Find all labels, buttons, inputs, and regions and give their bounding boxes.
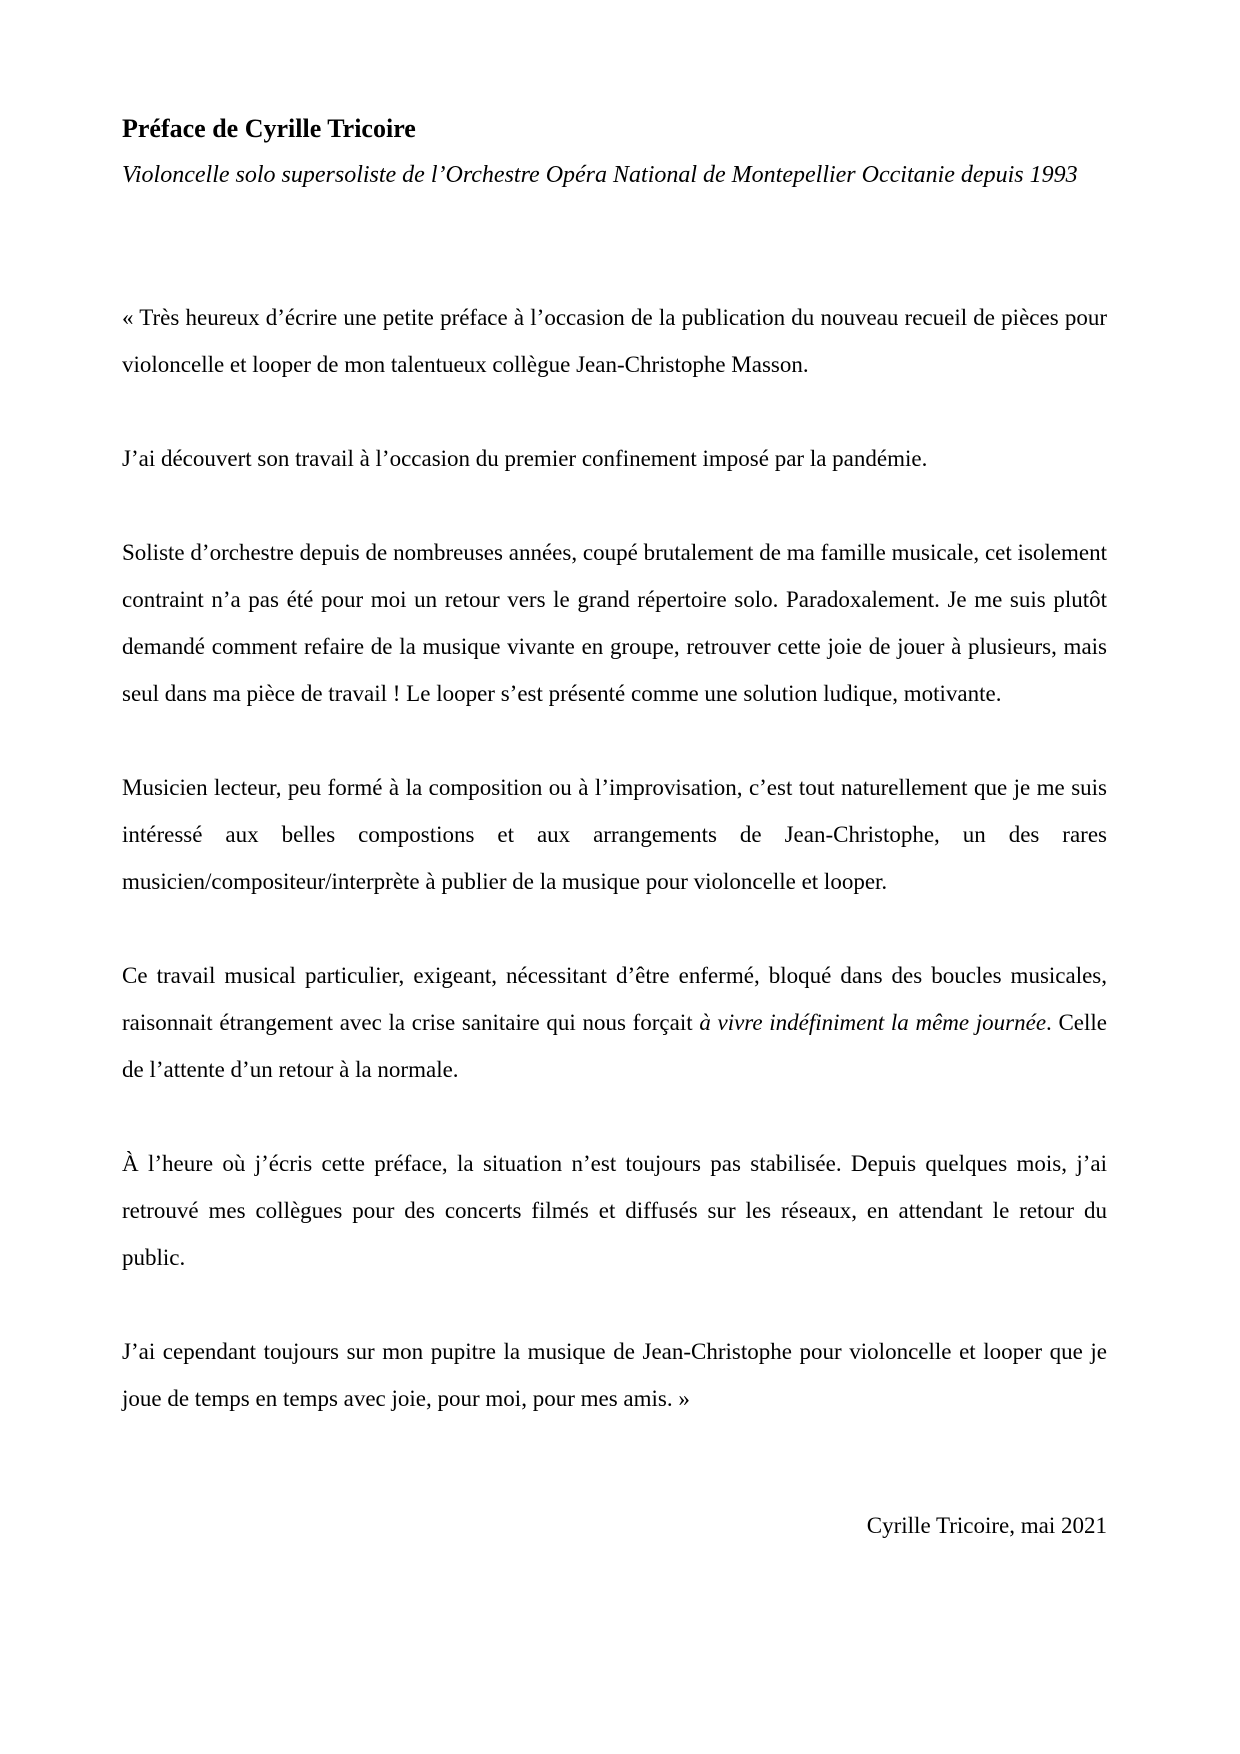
paragraph-5-italic-phrase: à vivre indéfiniment la même journée	[699, 1010, 1047, 1035]
paragraph-5	[122, 952, 1107, 1093]
page-subtitle: Violoncelle solo supersoliste de l’Orchestre Opéra National de Montepellier Occitanie depuis 1993	[122, 162, 1078, 188]
paragraph-6: À l’heure où j’écris cette préface, la situation n’est toujours pas stabilisée. Depuis quelques mois, j’ai retrouvé mes collègues pour des concerts filmés et diffusés sur les réseaux, en attendant le retour du public.	[122, 1151, 1107, 1270]
document-content	[122, 105, 1107, 1549]
paragraph-2: J’ai découvert son travail à l’occasion du premier confinement imposé par la pandémie.	[122, 446, 928, 471]
page-title: Préface de Cyrille Tricoire	[122, 114, 416, 143]
paragraph-4: Musicien lecteur, peu formé à la composition ou à l’improvisation, c’est tout naturellement que je me suis intéressé aux belles compostions et aux arrangements de Jean-Christophe, un des rares musicien/compositeur/interprète à publier de la musique pour violoncelle et looper.	[122, 775, 1107, 894]
paragraph-7: J’ai cependant toujours sur mon pupitre la musique de Jean-Christophe pour violoncelle et looper que je joue de temps en temps avec joie, pour moi, pour mes amis. »	[122, 1339, 1107, 1411]
paragraph-3: Soliste d’orchestre depuis de nombreuses années, coupé brutalement de ma famille musicale, cet isolement contraint n’a pas été pour moi un retour vers le grand répertoire solo. Paradoxalement. Je me suis plutôt demandé comment refaire de la musique vivante en groupe, retrouver cette joie de jouer à plusieurs, mais seul dans ma pièce de travail ! Le looper s’est présenté comme une solution ludique, motivante.	[122, 540, 1107, 706]
paragraph-1: « Très heureux d’écrire une petite préface à l’occasion de la publication du nouveau recueil de pièces pour violoncelle et looper de mon talentueux collègue Jean-Christophe Masson.	[122, 305, 1107, 377]
paragraph-5-tail: . Celle de l’attente d’un retour à la normale.	[122, 1010, 1108, 1082]
paragraph-5-lead: Ce travail musical particulier, exigeant, nécessitant d’être enfermé, bloqué dans des boucles musicales, raisonnait étrangement avec la crise sanitaire qui nous forçait	[122, 963, 1107, 1035]
signature: Cyrille Tricoire, mai 2021	[866, 1513, 1107, 1538]
